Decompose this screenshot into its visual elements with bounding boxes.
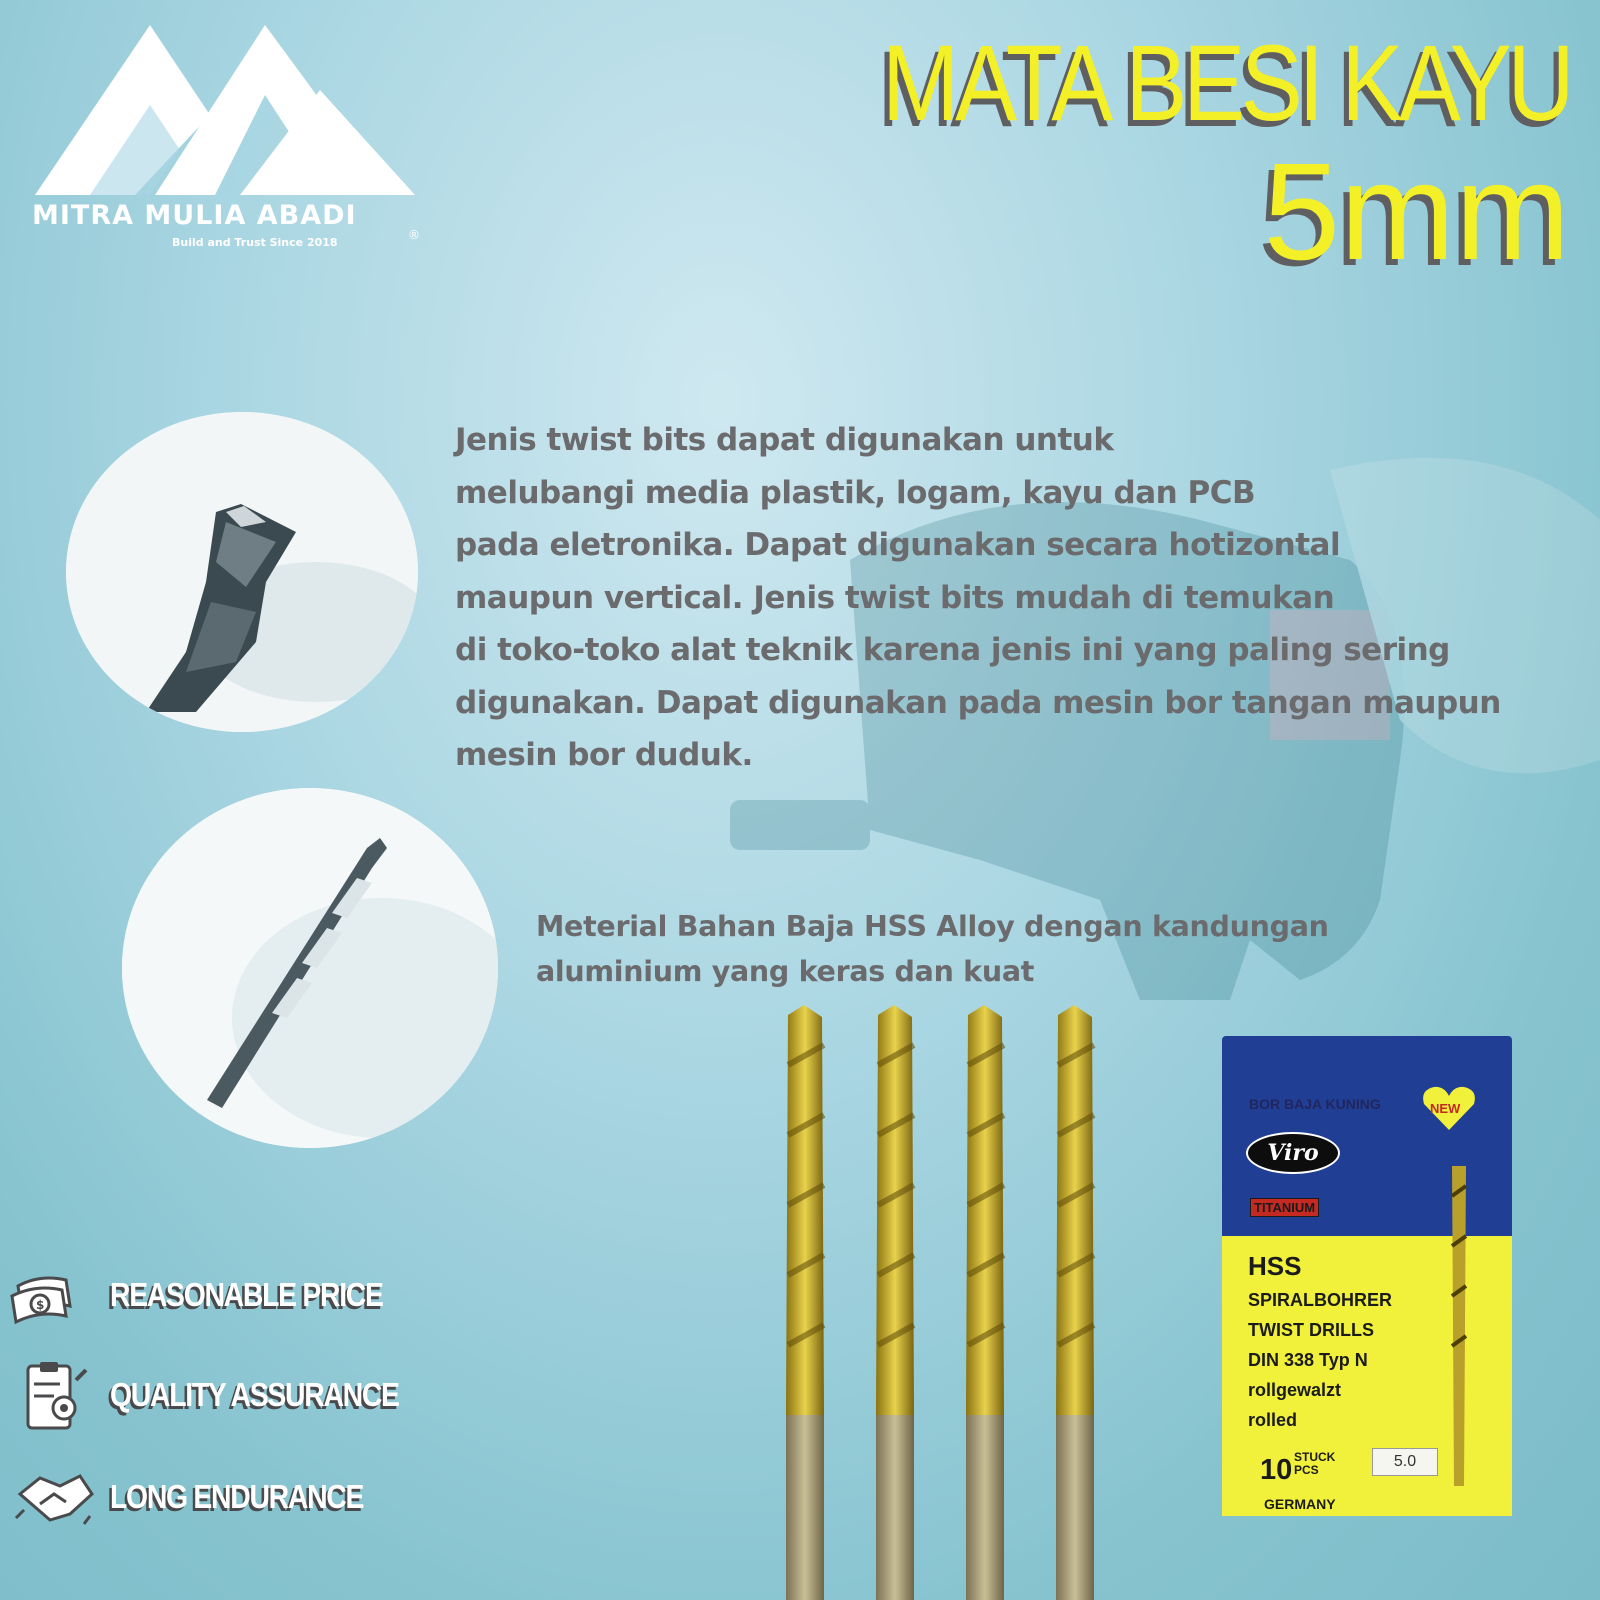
- company-name: MITRA MULIA ABADI: [32, 200, 357, 231]
- drill-bits-group: [770, 1005, 1150, 1600]
- drill-bit-4: [1056, 1005, 1094, 1600]
- package-type: HSS: [1248, 1251, 1302, 1281]
- handshake-icon: [10, 1464, 100, 1534]
- drill-bit-foam-photo: [122, 788, 498, 1148]
- package-drill-image-icon: [1444, 1166, 1474, 1486]
- product-package: [1222, 1036, 1512, 1512]
- feature-long-endurance: [10, 1464, 430, 1534]
- package-line-2: TWIST DRILLS: [1248, 1320, 1374, 1340]
- package-line-1: SPIRALBOHRER: [1248, 1290, 1393, 1310]
- svg-text:$: $: [36, 1298, 45, 1312]
- drill-bit-1: [786, 1005, 824, 1600]
- material-note: Meterial Bahan Baja HSS Alloy dengan kandungan aluminium yang keras dan kuat: [536, 910, 1329, 988]
- drill-tip-image-icon: [66, 412, 418, 732]
- drill-bit-3: [966, 1005, 1004, 1600]
- package-new-badge: NEW: [1430, 1101, 1461, 1116]
- package-country: GERMANY: [1264, 1496, 1336, 1512]
- product-description: Jenis twist bits dapat digunakan untuk melubangi media plastik, logam, kayu dan PCB pada eletronika. Dapat digunakan secara hotizontal maupun vertical. Jenis twist bits mudah di temukan di toko-toko alat teknik karena jenis ini yang paling sering digunakan. Dapat digunakan pada mesin bor tangan maupun mesin bor duduk.: [455, 422, 1501, 773]
- title-line-1: MATA BESI KAYU: [881, 22, 1570, 143]
- package-line-5: rolled: [1248, 1410, 1298, 1430]
- drill-bit-image-icon: [122, 788, 498, 1148]
- feature-label: LONG ENDURANCE: [110, 1478, 364, 1515]
- clipboard-gear-icon: [10, 1362, 100, 1432]
- package-top-label: BOR BAJA KUNING: [1249, 1096, 1381, 1112]
- feature-label: REASONABLE PRICE: [110, 1276, 383, 1313]
- package-coating-label: TITANIUM: [1250, 1198, 1319, 1217]
- drill-bit-2: [876, 1005, 914, 1600]
- drill-tip-photo: [66, 412, 418, 732]
- package-line-4: rollgewalzt: [1248, 1380, 1342, 1400]
- product-title: [770, 22, 1570, 289]
- package-quantity: 10: [1260, 1454, 1293, 1486]
- package-line-3: DIN 338 Typ N: [1248, 1350, 1368, 1370]
- package-brand-logo: Viro: [1246, 1132, 1340, 1174]
- package-unit: STUCK PCS: [1294, 1450, 1336, 1477]
- registered-mark: ®: [408, 228, 420, 242]
- money-icon: [10, 1262, 100, 1332]
- feature-label: QUALITY ASSURANCE: [110, 1376, 399, 1413]
- company-tagline: Build and Trust Since 2018: [172, 236, 338, 249]
- feature-quality-assurance: [10, 1362, 430, 1432]
- feature-reasonable-price: [10, 1262, 430, 1332]
- package-size: 5.0: [1372, 1448, 1438, 1476]
- title-line-2: 5mm: [1263, 135, 1570, 289]
